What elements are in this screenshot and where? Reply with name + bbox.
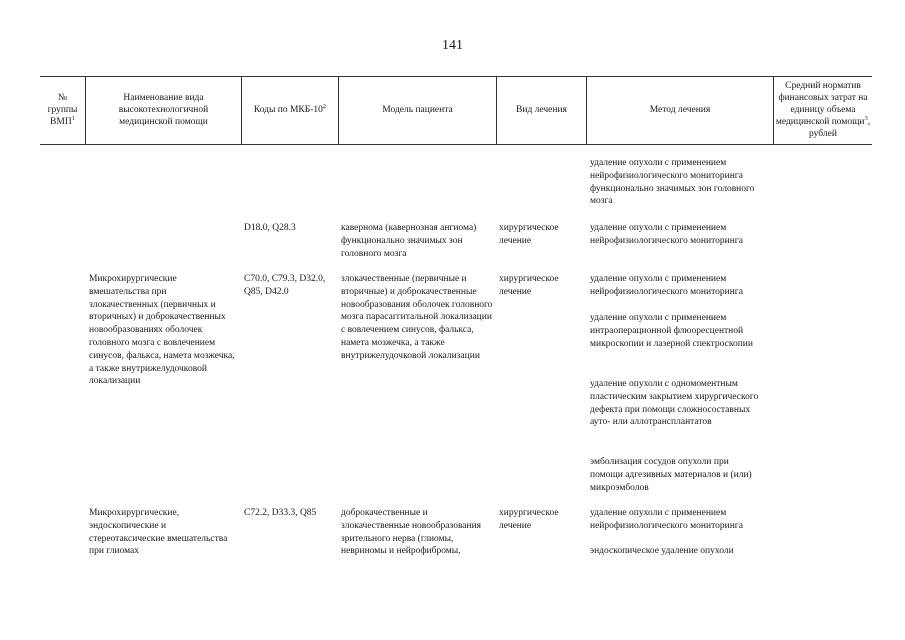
header-codes [242,76,338,144]
row3-codes: C70.0, C79.3, D32.0, Q85, D42.0 [244,274,326,297]
row3-treatment: хирургическое лечение [499,274,559,297]
header-cost-tail: , рублей [809,117,871,139]
header-group [40,76,85,144]
row2-treatment: хирургическое лечение [499,223,559,246]
row3-method-4: эмболизация сосудов опухоли при помощи адгезивных материалов и (или) микроэмболов [590,457,752,493]
header-codes-text: Коды по МКБ-10 [253,105,323,115]
row4-method-2: эндоскопическое удаление опухоли [590,546,734,556]
row3-method-1: удаление опухоли с применением нейрофизиологического мониторинга [590,274,743,297]
row2-method-1: удаление опухоли с применением нейрофизиологического мониторинга [590,223,743,246]
row3-method-3: удаление опухоли с одномоментным пластическим закрытием хирургического дефекта при помощи сложносоставных ауто- или аллотрансплантатов [590,379,759,428]
header-model [339,76,496,144]
header-group-footnote: 1 [71,114,75,122]
header-cost-footnote: 3 [864,114,868,122]
row3-method-2: удаление опухоли с применением интраоперационной флюоресцентной микроскопии и лазерной спектроскопии [590,313,753,349]
row4-codes: C72.2, D33.3, Q85 [244,508,317,518]
row4-treatment: хирургическое лечение [499,508,559,531]
header-treatment [497,76,586,144]
row4-method-1: удаление опухоли с применением нейрофизиологического мониторинга [590,508,743,531]
row2-model: кавернома (кавернозная ангиома) функционально значимых зон головного мозга [341,223,477,259]
header-group-text: № группы ВМП [47,93,78,127]
header-codes-footnote: 2 [322,102,327,110]
row1-method-1: удаление опухоли с применением нейрофизиологического мониторинга функционально значимых зон головного мозга [590,158,755,207]
header-name-text: Наименование вида высокотехнологичной медицинской помощи [118,93,209,127]
header-method [587,76,773,144]
header-model-text: Модель пациента [382,105,453,115]
page-number: 141 [442,38,463,53]
header-treatment-text: Вид лечения [516,105,567,115]
header-bottom-rule [40,144,872,145]
row2-codes: D18.0, Q28.3 [244,223,296,233]
row3-name: Микрохирургические вмешательства при злокачественных (первичных и вторичных) и доброкачественных новообразованиях оболочек головного мозга с вовлечением синусов, фалькса, намета мозжечка, а также внутрижелудочковой локализации [89,274,235,387]
header-cost-text: Средний норматив финансовых затрат на единицу объема медицинской помощи [775,81,868,127]
header-name [86,76,241,144]
row4-name: Микрохирургические, эндоскопические и стереотаксические вмешательства при глиомах [89,508,228,557]
row4-model: доброкачественные и злокачественные новообразования зрительного нерва (глиомы, невриномы и нейрофибромы, [341,508,482,557]
row3-model: злокачественные (первичные и вторичные) и доброкачественные новообразования оболочек головного мозга парасаггитальной локализации с вовлечением синусов, фалькса, намета мозжечка, а также внутрижелудочковой локализации [341,274,493,361]
header-cost [774,76,872,144]
header-method-text: Метод лечения [649,105,711,115]
